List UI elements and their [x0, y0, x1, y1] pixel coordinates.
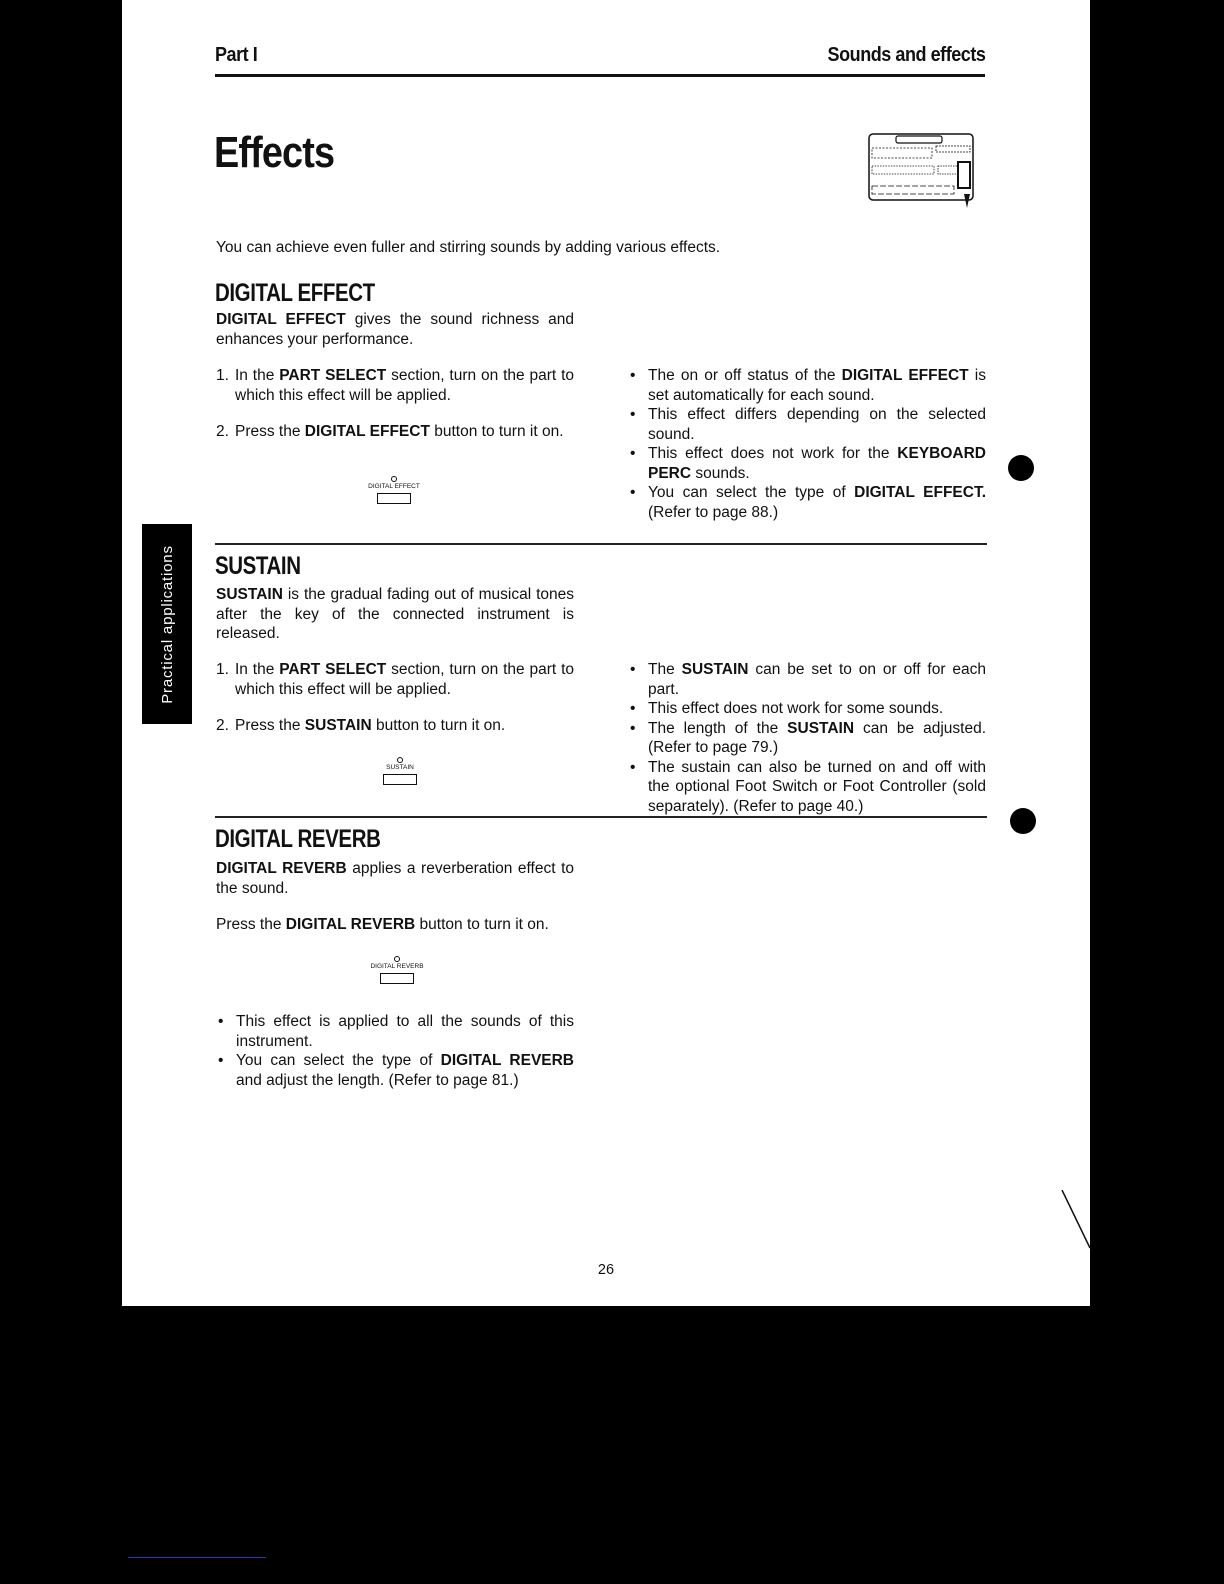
list-item: • This effect differs depending on the selected sound. [628, 405, 986, 444]
digital-effect-steps [216, 366, 574, 442]
button-key-icon [377, 493, 411, 504]
header-rule [215, 74, 985, 77]
list-item: 1. In the PART SELECT section, turn on the part to which this effect will be applied. [216, 661, 574, 698]
control-panel-diagram-icon [868, 132, 976, 210]
heading-sustain: SUSTAIN [215, 552, 301, 580]
side-tab-label: Practical applications [158, 544, 176, 704]
scan-edge-line [128, 1557, 266, 1558]
list-item: • The SUSTAIN can be set to on or off for each part. [628, 660, 986, 699]
sustain-description: SUSTAIN is the gradual fading out of musical tones after the key of the connected instrument is released. [216, 586, 574, 642]
button-key-icon [380, 973, 414, 984]
list-item: 1. In the PART SELECT section, turn on the part to which this effect will be applied. [216, 367, 574, 404]
digital-reverb-step: Press the DIGITAL REVERB button to turn it on. [216, 916, 549, 933]
page-number: 26 [597, 1262, 615, 1278]
heading-digital-effect: DIGITAL EFFECT [215, 279, 375, 307]
led-indicator-icon [391, 476, 397, 482]
digital-effect-description: DIGITAL EFFECT gives the sound richness and enhances your performance. [216, 311, 574, 348]
sustain-button-diagram [360, 757, 440, 785]
list-item: • The on or off status of the DIGITAL EFFECT is set automatically for each sound. [628, 366, 986, 405]
digital-effect-notes [628, 366, 986, 522]
list-item: • This effect is applied to all the sounds of this instrument. [216, 1012, 574, 1051]
digital-reverb-description: DIGITAL REVERB applies a reverberation effect to the sound. [216, 860, 575, 897]
section-divider [215, 543, 987, 545]
button-caption: DIGITAL REVERB [370, 963, 424, 970]
button-caption: DIGITAL EFFECT [368, 483, 420, 490]
sustain-notes [628, 660, 986, 816]
led-indicator-icon [394, 956, 400, 962]
side-tab-label-wrapper [142, 524, 192, 724]
digital-reverb-button-diagram [357, 956, 437, 984]
led-indicator-icon [397, 757, 403, 763]
button-key-icon [383, 774, 417, 785]
running-header-section: Sounds and effects [827, 44, 985, 66]
document-page [122, 0, 1090, 1306]
list-item: • The sustain can also be turned on and off with the optional Foot Switch or Foot Controller (sold separately). (Refer to page 40.) [628, 758, 986, 817]
sustain-steps [216, 660, 574, 736]
page-title: Effects [214, 128, 335, 177]
button-caption: SUSTAIN [386, 764, 414, 771]
list-item: • You can select the type of DIGITAL EFFECT. (Refer to page 88.) [628, 483, 986, 522]
list-item: • This effect does not work for some sounds. [628, 699, 986, 719]
section-divider [215, 816, 987, 818]
list-item: 2. Press the DIGITAL EFFECT button to turn it on. [216, 423, 564, 440]
heading-digital-reverb: DIGITAL REVERB [215, 825, 381, 853]
running-header-part: Part I [215, 44, 258, 66]
list-item: • The length of the SUSTAIN can be adjusted. (Refer to page 79.) [628, 719, 986, 758]
digital-reverb-notes [216, 1012, 574, 1090]
intro-text: You can achieve even fuller and stirring sounds by adding various effects. [216, 239, 721, 256]
binding-hole-mark [1008, 455, 1034, 481]
binding-hole-mark [1010, 808, 1036, 834]
digital-effect-button-diagram [354, 476, 434, 504]
list-item: 2. Press the SUSTAIN button to turn it on. [216, 717, 506, 734]
scan-artifact-line [1057, 1190, 1090, 1270]
list-item: • You can select the type of DIGITAL REVERB and adjust the length. (Refer to page 81.) [216, 1051, 574, 1090]
list-item: • This effect does not work for the KEYBOARD PERC sounds. [628, 444, 986, 483]
